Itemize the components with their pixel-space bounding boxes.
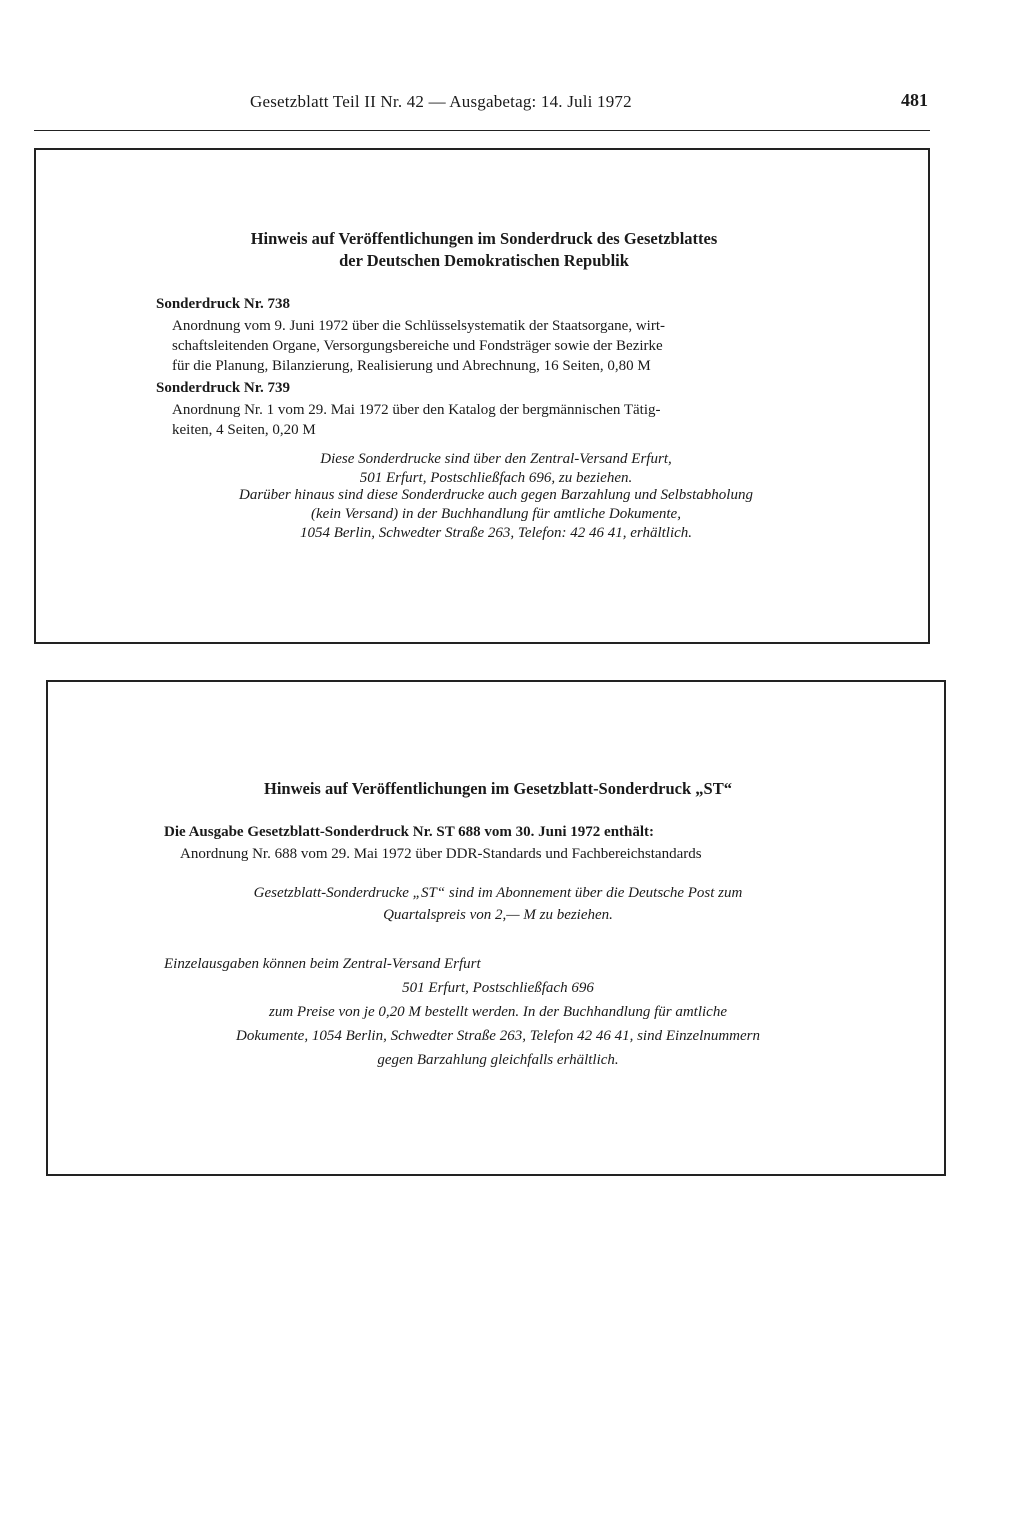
note-line: Einzelausgaben können beim Zentral-Versand Erfurt [164,956,481,972]
sonderdruck-notice-box [34,148,930,644]
st-notice-title: Hinweis auf Veröffentlichungen im Gesetzblatt-Sonderdruck „ST“ [264,779,732,798]
note-line: 1054 Berlin, Schwedter Straße 263, Telefon: 42 46 41, erhältlich. [299,525,693,541]
note-line: 501 Erfurt, Postschließfach 696, zu beziehen. [359,470,633,486]
sonderdruck-739-label: Sonderdruck Nr. 739 [156,380,291,396]
text-line: keiten, 4 Seiten, 0,20 M [172,422,316,438]
title-line: Hinweis auf Veröffentlichungen im Sonderdruck des Gesetzblattes [250,229,718,248]
note-line: gegen Barzahlung gleichfalls erhältlich. [377,1052,619,1068]
title-line: der Deutschen Demokratischen Republik [339,251,629,270]
page-number: 481 [901,90,928,110]
distribution-note [236,450,756,488]
text-line: für die Planung, Bilanzierung, Realisierung und Abrechnung, 16 Seiten, 0,80 M [172,358,651,374]
note-line: (kein Versand) in der Buchhandlung für amtliche Dokumente, [311,506,681,522]
note-line: Dokumente, 1054 Berlin, Schwedter Straße 263, Telefon 42 46 41, sind Einzelnummern [236,1028,760,1044]
text-line: Anordnung vom 9. Juni 1972 über die Schlüsselsystematik der Staatsorgane, wirt- [172,318,665,334]
single-issue-note [128,952,868,1072]
text-line: Anordnung Nr. 1 vom 29. Mai 1972 über den Katalog der bergmännischen Tätig- [172,402,661,418]
bookshop-note [146,486,846,543]
sonderdruck-notice-title [36,228,932,272]
subscription-note [148,882,848,926]
page-header [34,88,930,131]
sonderdruck-739-text [172,400,822,440]
st-issue-lead: Die Ausgabe Gesetzblatt-Sonderdruck Nr. ST 688 vom 30. Juni 1972 enthält: [164,824,655,840]
st-notice-box [46,680,946,1176]
st-issue-item: Anordnung Nr. 688 vom 29. Mai 1972 über DDR-Standards und Fachbereichstandards [180,846,702,862]
note-line: Quartalspreis von 2,— M zu beziehen. [383,907,613,923]
sonderdruck-738-label: Sonderdruck Nr. 738 [156,296,291,312]
note-line: 501 Erfurt, Postschließfach 696 [402,980,594,996]
note-line: Darüber hinaus sind diese Sonderdrucke auch gegen Barzahlung und Selbstabholung [239,487,753,503]
header-title: Gesetzblatt Teil II Nr. 42 — Ausgabetag: 14. Juli 1972 [250,92,632,111]
note-line: zum Preise von je 0,20 M bestellt werden. In der Buchhandlung für amtliche [269,1004,727,1020]
note-line: Gesetzblatt-Sonderdrucke „ST“ sind im Abonnement über die Deutsche Post zum [253,885,743,901]
sonderdruck-738-text [172,316,822,376]
note-line: Diese Sonderdrucke sind über den Zentral-Versand Erfurt, [320,451,672,467]
text-line: schaftsleitenden Organe, Versorgungsbereiche und Fondsträger sowie der Bezirke [172,338,663,354]
